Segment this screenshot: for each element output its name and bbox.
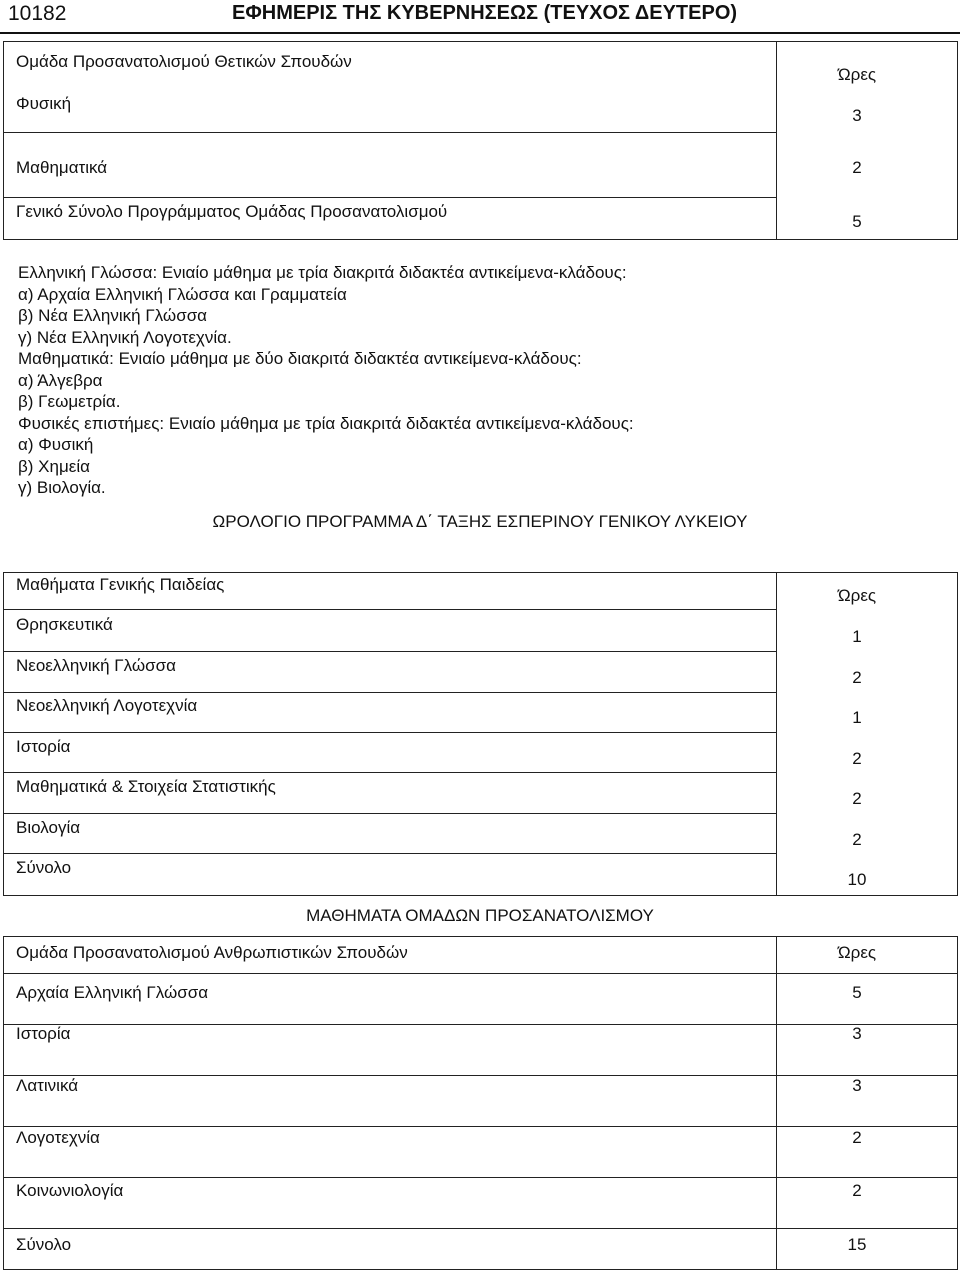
row-divider xyxy=(4,973,957,974)
hours-cell: 2 xyxy=(852,1128,862,1147)
note-line: α) Αρχαία Ελληνική Γλώσσα και Γραμματεία xyxy=(18,285,347,304)
note-line: Φυσικές επιστήμες: Ενιαίο μάθημα με τρία διακριτά διδακτέα αντικείμενα-κλάδους: xyxy=(18,414,634,433)
hours-cell: 3 xyxy=(852,1024,862,1043)
hours-cell: 1 xyxy=(852,627,862,646)
subject-cell: Βιολογία xyxy=(16,818,81,837)
section-heading: ΜΑΘΗΜΑΤΑ ΟΜΑΔΩΝ ΠΡΟΣΑΝΑΤΟΛΙΣΜΟΥ xyxy=(306,906,654,925)
gazette-title: ΕΦΗΜΕΡΙΣ ΤΗΣ ΚΥΒΕΡΝΗΣΕΩΣ (ΤΕΥΧΟΣ ΔΕΥΤΕΡΟ) xyxy=(232,2,738,24)
note-line: β) Νέα Ελληνική Γλώσσα xyxy=(18,306,208,325)
row-divider xyxy=(4,132,776,133)
row-divider xyxy=(4,609,776,610)
row-divider xyxy=(4,197,776,198)
total-hours: 5 xyxy=(852,212,862,231)
total-hours: 10 xyxy=(847,870,867,889)
subject-cell: Ιστορία xyxy=(16,1024,71,1043)
note-line: Ελληνική Γλώσσα: Ενιαίο μάθημα με τρία διακριτά διδακτέα αντικείμενα-κλάδους: xyxy=(18,263,627,282)
total-label: Γενικό Σύνολο Προγράμματος Ομάδας Προσανατολισμού xyxy=(16,202,448,221)
hours-header: Ώρες xyxy=(837,65,877,84)
note-line: γ) Νέα Ελληνική Λογοτεχνία. xyxy=(18,328,232,347)
subject-cell: Λογοτεχνία xyxy=(16,1128,100,1147)
hours-cell: 2 xyxy=(852,830,862,849)
hours-cell: 3 xyxy=(852,1076,862,1095)
row-divider xyxy=(4,1177,957,1178)
hours-cell: 3 xyxy=(852,106,862,125)
row-divider xyxy=(4,692,776,693)
hours-cell: 2 xyxy=(852,1181,862,1200)
total-label: Σύνολο xyxy=(16,858,72,877)
group-label: Μαθήματα Γενικής Παιδείας xyxy=(16,575,225,594)
general-education-table xyxy=(3,572,958,896)
group-label: Ομάδα Προσανατολισμού Θετικών Σπουδών xyxy=(16,52,352,71)
row-divider xyxy=(4,651,776,652)
subject-cell: Φυσική xyxy=(16,94,72,113)
subject-cell: Αρχαία Ελληνική Γλώσσα xyxy=(16,983,209,1002)
subject-cell: Μαθηματικά xyxy=(16,158,108,177)
section-heading: ΩΡΟΛΟΓΙΟ ΠΡΟΓΡΑΜΜΑ Δ΄ ΤΑΞΗΣ ΕΣΠΕΡΙΝΟΥ ΓΕΝΙΚΟΥ ΛΥΚΕΙΟΥ xyxy=(212,512,748,531)
total-label: Σύνολο xyxy=(16,1235,72,1254)
note-line: α) Άλγεβρα xyxy=(18,371,103,390)
row-divider xyxy=(4,1126,957,1127)
row-divider xyxy=(4,772,776,773)
subject-cell: Θρησκευτικά xyxy=(16,615,113,634)
note-line: Μαθηματικά: Ενιαίο μάθημα με δύο διακριτά διδακτέα αντικείμενα-κλάδους: xyxy=(18,349,582,368)
note-line: α) Φυσική xyxy=(18,435,94,454)
row-divider xyxy=(4,732,776,733)
subject-cell: Κοινωνιολογία xyxy=(16,1181,124,1200)
subject-cell: Νεοελληνική Γλώσσα xyxy=(16,656,176,675)
note-line: β) Γεωμετρία. xyxy=(18,392,121,411)
science-orientation-table xyxy=(3,41,958,240)
subject-cell: Μαθηματικά & Στοιχεία Στατιστικής xyxy=(16,777,276,796)
subject-cell: Ιστορία xyxy=(16,737,71,756)
page-number: 10182 xyxy=(8,2,67,25)
subject-cell: Λατινικά xyxy=(16,1076,79,1095)
row-divider xyxy=(4,1228,957,1229)
hours-header: Ώρες xyxy=(837,943,877,962)
total-hours: 15 xyxy=(847,1235,867,1254)
hours-cell: 5 xyxy=(852,983,862,1002)
group-label: Ομάδα Προσανατολισμού Ανθρωπιστικών Σπουδών xyxy=(16,943,408,962)
hours-cell: 2 xyxy=(852,158,862,177)
hours-cell: 2 xyxy=(852,668,862,687)
note-line: β) Χημεία xyxy=(18,457,90,476)
subject-cell: Νεοελληνική Λογοτεχνία xyxy=(16,696,198,715)
hours-cell: 2 xyxy=(852,789,862,808)
hours-cell: 1 xyxy=(852,708,862,727)
humanities-orientation-table xyxy=(3,936,958,1270)
row-divider xyxy=(4,813,776,814)
note-line: γ) Βιολογία. xyxy=(18,478,106,497)
row-divider xyxy=(4,853,776,854)
header-rule xyxy=(0,32,960,34)
hours-header: Ώρες xyxy=(837,586,877,605)
hours-cell: 2 xyxy=(852,749,862,768)
